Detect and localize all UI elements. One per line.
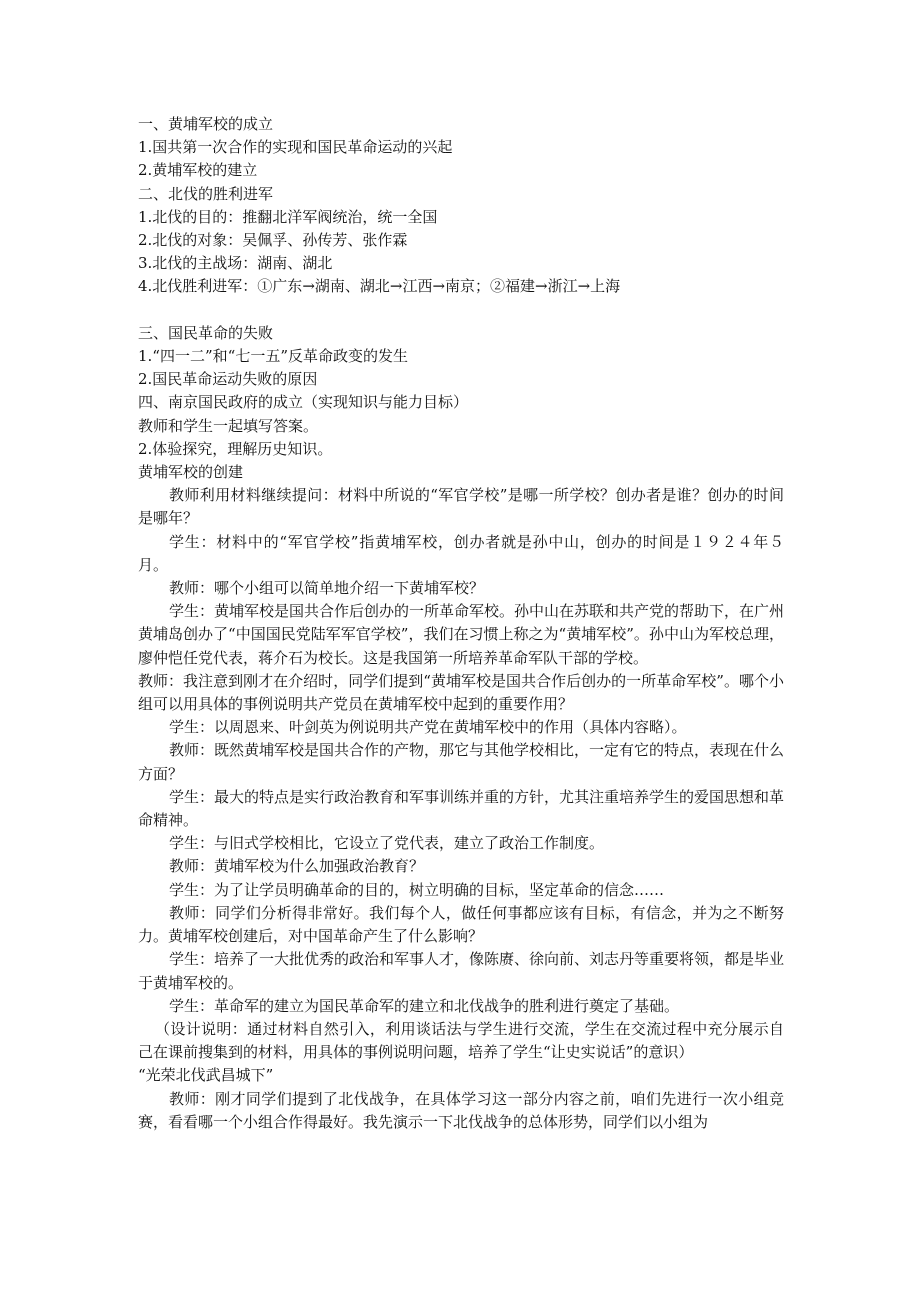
text-line: 2.体验探究，理解历史知识。 bbox=[138, 439, 333, 458]
outline-item: 1.“四一二”和“七一五”反革命政变的发生 bbox=[138, 347, 408, 366]
dialogue-paragraph: 教师：我注意到刚才在介绍时，同学们提到“黄埔军校是国共合作后创办的一所革命军校”。哪个小组可以用具体的事例说明共产党员在黄埔军校中起到的重要作用？ bbox=[138, 671, 784, 714]
dialogue-paragraph: 学生：与旧式学校相比，它设立了党代表，建立了政治工作制度。 bbox=[169, 834, 605, 853]
design-note: （设计说明：通过材料自然引入，利用谈话法与学生进行交流，学生在交流过程中充分展示自己在课前搜集到的材料，用具体的事例说明问题，培养了学生“让史实说话”的意识） bbox=[138, 1019, 784, 1062]
heading-northern-expedition: 二、北伐的胜利进军 bbox=[138, 184, 274, 203]
dialogue-paragraph: 学生：以周恩来、叶剑英为例说明共产党在黄埔军校中的作用（具体内容略）。 bbox=[169, 718, 687, 737]
dialogue-paragraph: 教师利用材料继续提问：材料中所说的“军官学校”是哪一所学校？创办者是谁？创办的时间是哪年？ bbox=[138, 486, 784, 528]
outline-item: 2.国民革命运动失败的原因 bbox=[138, 370, 318, 389]
text-line: 教师和学生一起填写答案。 bbox=[138, 416, 319, 435]
dialogue-paragraph: 教师：哪个小组可以简单地介绍一下黄埔军校？ bbox=[169, 579, 485, 598]
dialogue-paragraph: 学生：培养了一大批优秀的政治和军事人才，像陈赓、徐向前、刘志丹等重要将领，都是毕业于黄埔军校的。 bbox=[138, 950, 785, 992]
section-title: 黄埔军校的创建 bbox=[138, 463, 244, 482]
heading-revolution-failure: 三、国民革命的失败 bbox=[138, 323, 274, 342]
outline-item: 1.北伐的目的：推翻北洋军阀统治，统一全国 bbox=[138, 207, 438, 226]
outline-item: 1.国共第一次合作的实现和国民革命运动的兴起 bbox=[138, 138, 453, 157]
dialogue-paragraph: 教师：同学们分析得非常好。我们每个人，做任何事都应该有目标，有信念，并为之不断努力。黄埔军校创建后，对中国革命产生了什么影响？ bbox=[138, 903, 784, 946]
section-title: “光荣北伐武昌城下” bbox=[138, 1066, 274, 1085]
blank-line bbox=[138, 299, 784, 322]
outline-item: 2.黄埔军校的建立 bbox=[138, 161, 258, 180]
document-body bbox=[138, 113, 784, 1134]
dialogue-paragraph: 学生：最大的特点是实行政治教育和军事训练并重的方针，尤其注重培养学生的爱国思想和革命精神。 bbox=[138, 787, 785, 830]
dialogue-paragraph: 学生：黄埔军校是国共合作后创办的一所革命军校。孙中山在苏联和共产党的帮助下，在广州黄埔岛创办了“中国国民党陆军军官学校”，我们在习惯上称之为“黄埔军校”。孙中山为军校总理，廖仲恺任党代表，蒋介石为校长。这是我国第一所培养革命军队干部的学校。 bbox=[138, 602, 785, 667]
dialogue-paragraph: 教师：刚才同学们提到了北伐战争，在具体学习这一部分内容之前，咱们先进行一次小组竞赛，看看哪一个小组合作得最好。我先演示一下北伐战争的总体形势，同学们以小组为 bbox=[138, 1089, 784, 1131]
dialogue-paragraph: 教师：既然黄埔军校是国共合作的产物，那它与其他学校相比，一定有它的特点，表现在什么方面？ bbox=[138, 741, 785, 783]
dialogue-paragraph: 教师：黄埔军校为什么加强政治教育？ bbox=[169, 857, 425, 876]
heading-nanjing-government: 四、南京国民政府的成立（实现知识与能力目标） bbox=[138, 393, 469, 412]
outline-item: 4.北伐胜利进军：①广东→湖南、湖北→江西→南京；②福建→浙江→上海 bbox=[138, 277, 621, 296]
dialogue-paragraph: 学生：材料中的“军官学校”指黄埔军校，创办者就是孙中山，创办的时间是１９２４年５月。 bbox=[138, 532, 784, 574]
outline-item: 3.北伐的主战场：湖南、湖北 bbox=[138, 254, 333, 273]
heading-huangpu-founding: 一、黄埔军校的成立 bbox=[138, 115, 274, 133]
outline-item: 2.北伐的对象：吴佩孚、孙传芳、张作霖 bbox=[138, 231, 408, 250]
dialogue-paragraph: 学生：为了让学员明确革命的目的，树立明确的目标，坚定革命的信念…… bbox=[169, 880, 665, 899]
dialogue-paragraph: 学生：革命军的建立为国民革命军的建立和北伐战争的胜利进行奠定了基础。 bbox=[169, 996, 680, 1015]
